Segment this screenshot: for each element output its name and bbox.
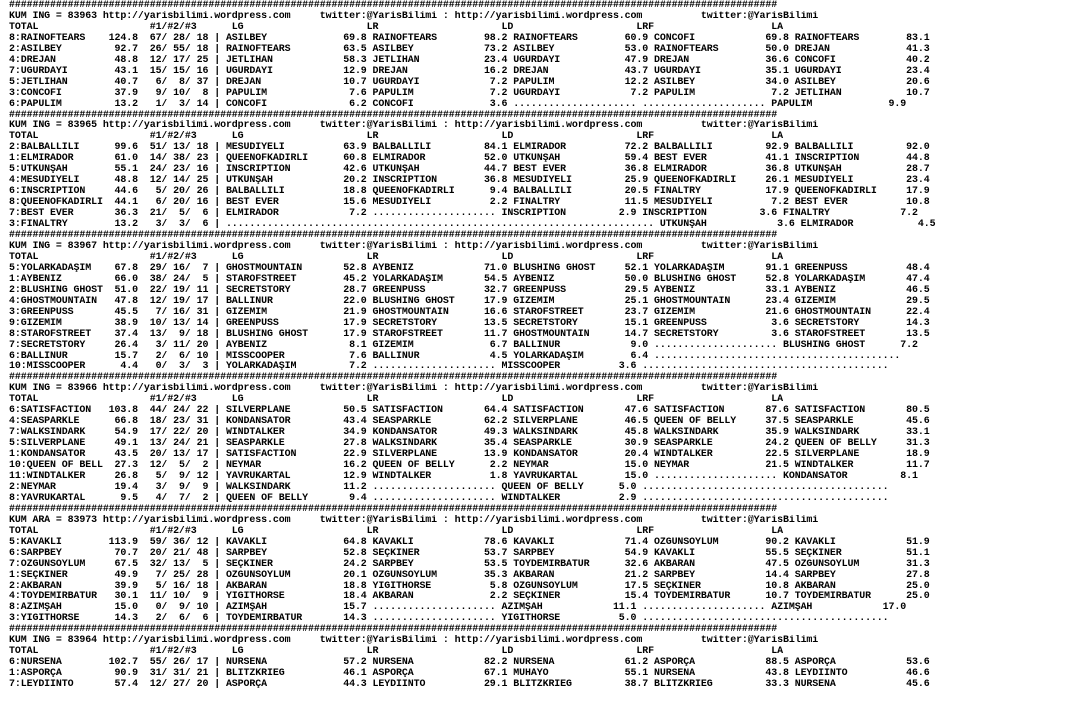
- data-line: 7:BEST EVER 36.3 21/ 5/ 6 | ELMIRADOR 7.2 ..................... INSCRIPTION 2.9 INSCRIPTION 3.6 FINALTRY 7.2: [9, 208, 918, 219]
- data-line: 7:ÖZGÜNSOYLUM 67.5 32/ 13/ 5 | SEÇKİNER 24.2 SARPBEY 53.5 TOYDEMİRBATUR 32.6 AKBARAN 47.5 ÖZGÜNSOYLUM 31.3: [9, 558, 930, 569]
- data-line: 3:YİĞİTHORSE 14.3 2/ 6/ 6 | TOYDEMİRBATUR 14.3 ..................... YİĞİTHORSE 5.0 ..........................................: [9, 613, 889, 624]
- data-line: 8:YAVRUKARTAL 9.5 4/ 7/ 2 | QUEEN OF BELLY 9.4 ..................... WINDTALKER 2.9 ..........................................: [9, 492, 889, 503]
- data-line: 10:MISSCOOPER 4.4 0/ 3/ 3 | YOLARKADAŞIM 7.2 ..................... MISSCOOPER 3.6 ..........................................: [9, 361, 889, 372]
- data-line: 2:AKBARAN 39.9 5/ 16/ 18 | AKBARAN 18.8 YİĞİTHORSE 5.8 ÖZGÜNSOYLUM 17.5 SEÇKİNER 10.8 AKBARAN 25.0: [9, 580, 930, 591]
- column-header-line: TOTAL #1/#2/#3 LG LR LD LRF LA: [9, 131, 783, 142]
- data-line: 4:TOYDEMİRBATUR 30.1 11/ 10/ 9 | YİĞİTHORSE 18.4 AKBARAN 2.2 SEÇKİNER 15.4 TOYDEMİRBATUR 10.7 TOYDEMİRBATUR 25.0: [9, 591, 930, 602]
- data-line: 5:SILVERPLANE 49.1 13/ 24/ 21 | SEASPARKLE 27.8 WALKSINDARK 35.4 SEASPARKLE 30.9 SEASPARKLE 24.2 QUEEN OF BELLY 31.3: [9, 438, 930, 449]
- data-line: 8:STAROFSTREET 37.4 13/ 9/ 18 | BLUSHING GHOST 17.9 STAROFSTREET 11.7 GHOSTMOUNTAIN 14.7 SECRETSTORY 3.6 STAROFSTREET 13.5: [9, 328, 930, 339]
- data-line: 5:JETLİHAN 40.7 6/ 8/ 37 | DREJAN 10.7 UĞURDAYI 7.2 PAPULİM 12.2 ASİLBEY 34.0 ASİLBEY 20.6: [9, 76, 930, 87]
- data-line: 1:ASPORÇA 90.9 31/ 31/ 21 | BLITZKRIEG 46.1 ASPORÇA 67.1 MUHAYO 55.1 NURSENA 43.8 LEYDİİNTO 46.6: [9, 668, 930, 679]
- data-line: 4:GHOSTMOUNTAIN 47.8 12/ 19/ 17 | BALLINUR 22.0 BLUSHING GHOST 17.9 GİZEMİM 25.1 GHOSTMOUNTAIN 23.4 GİZEMİM 29.5: [9, 295, 930, 306]
- separator-line: ###################################################################################################################################: [9, 624, 778, 635]
- data-line: 8:QUEENOFKADİRLİ 44.1 6/ 20/ 16 | BEST EVER 15.6 MESUDİYELİ 2.2 FINALTRY 11.5 MESUDİYELİ 7.2 BEST EVER 10.8: [9, 197, 930, 208]
- race-header-line: KUM ING = 83966 http://yarisbilimi.wordpress.com twitter:@YarisBilimi : http://yarisbilimi.wordpress.com twitter:@YarisBilimi: [9, 383, 819, 394]
- data-line: 7:UĞURDAYI 43.1 15/ 15/ 16 | UĞURDAYI 12.9 DREJAN 16.2 DREJAN 43.7 UĞURDAYI 35.1 UĞURDAYI 23.4: [9, 65, 930, 76]
- data-line: 7:LEYDİİNTO 57.4 12/ 27/ 20 | ASPORÇA 44.3 LEYDİİNTO 29.1 BLITZKRIEG 38.7 BLITZKRIEG 33.3 NURSENA 45.6: [9, 679, 930, 690]
- separator-line: ###################################################################################################################################: [9, 230, 778, 241]
- data-line: 1:SEÇKİNER 49.9 7/ 25/ 28 | ÖZGÜNSOYLUM 20.1 ÖZGÜNSOYLUM 35.3 AKBARAN 21.2 SARPBEY 14.4 SARPBEY 27.8: [9, 569, 930, 580]
- data-line: 7:WALKSINDARK 54.9 17/ 22/ 20 | WINDTALKER 34.9 KONDANSATÖR 49.3 WALKSINDARK 45.8 WALKSINDARK 35.9 WALKSINDARK 33.1: [9, 427, 930, 438]
- column-header-line: TOTAL #1/#2/#3 LG LR LD LRF LA: [9, 646, 783, 657]
- data-line: 4:SEASPARKLE 66.8 18/ 23/ 31 | KONDANSATÖR 43.4 SEASPARKLE 62.2 SILVERPLANE 46.5 QUEEN OF BELLY 37.5 SEASPARKLE 45.6: [9, 416, 930, 427]
- column-header-line: TOTAL #1/#2/#3 LG LR LD LRF LA: [9, 525, 783, 536]
- race-header-line: KUM ING = 83964 http://yarisbilimi.wordpress.com twitter:@YarisBilimi : http://yarisbilimi.wordpress.com twitter:@YarisBilimi: [9, 635, 819, 646]
- column-header-line: TOTAL #1/#2/#3 LG LR LD LRF LA: [9, 394, 783, 405]
- data-line: 6:BALLINUR 15.7 2/ 6/ 10 | MISSCOOPER 7.6 BALLINUR 4.5 YOLARKADAŞIM 6.4 ..........................................: [9, 350, 901, 361]
- column-header-line: TOTAL #1/#2/#3 LG LR LD LRF LA: [9, 21, 783, 32]
- separator-line: ###################################################################################################################################: [9, 372, 778, 383]
- data-line: 6:SARPBEY 70.7 20/ 21/ 48 | SARPBEY 52.8 SEÇKİNER 53.7 SARPBEY 54.9 KAVAKLI 55.5 SEÇKİNER 51.1: [9, 547, 930, 558]
- data-line: 2:NEYMAR 19.4 3/ 9/ 9 | WALKSINDARK 11.2 ..................... QUEEN OF BELLY 5.0 ..........................................: [9, 481, 889, 492]
- data-line: 4:MESUDİYELİ 48.8 12/ 14/ 25 | UTKUNŞAH 20.2 INSCRIPTION 36.8 MESUDİYELİ 25.9 QUEENOFKADİRLİ 26.1 MESUDİYELİ 23.4: [9, 175, 930, 186]
- data-line: 9:GİZEMİM 38.9 10/ 13/ 14 | GREENPUSS 17.9 SECRETSTORY 13.5 SECRETSTORY 15.1 GREENPUSS 3.6 SECRETSTORY 14.3: [9, 317, 930, 328]
- data-line: 5:KAVAKLI 113.9 59/ 36/ 12 | KAVAKLI 64.8 KAVAKLI 78.6 KAVAKLI 71.4 ÖZGÜNSOYLUM 90.2 KAVAKLI 51.9: [9, 536, 930, 547]
- data-line: 4:DREJAN 48.8 12/ 17/ 25 | JETLİHAN 58.3 JETLİHAN 23.4 UĞURDAYI 47.9 DREJAN 36.6 CONCOFI 40.2: [9, 54, 930, 65]
- data-line: 8:AZİMŞAH 15.0 0/ 9/ 10 | AZİMŞAH 15.7 ..................... AZİMŞAH 11.1 ..................... AZİMŞAH 17.0: [9, 602, 907, 613]
- data-line: 11:WINDTALKER 26.8 5/ 9/ 12 | YAVRUKARTAL 12.9 WINDTALKER 1.8 YAVRUKARTAL 15.0 ..................... KONDANSATÖR 8.1: [9, 470, 918, 481]
- race-header-line: KUM ING = 83963 http://yarisbilimi.wordpress.com twitter:@YarisBilimi : http://yarisbilimi.wordpress.com twitter:@YarisBilimi: [9, 10, 819, 21]
- separator-line: ###################################################################################################################################: [9, 0, 778, 10]
- race-header-line: KUM ARA = 83973 http://yarisbilimi.wordpress.com twitter:@YarisBilimi : http://yarisbilimi.wordpress.com twitter:@YarisBilimi: [9, 514, 819, 525]
- separator-line: ###################################################################################################################################: [9, 503, 778, 514]
- data-line: 10:QUEEN OF BELL 27.3 12/ 5/ 2 | NEYMAR 16.2 QUEEN OF BELLY 2.2 NEYMAR 15.0 NEYMAR 21.5 WINDTALKER 11.7: [9, 460, 930, 471]
- column-header-line: TOTAL #1/#2/#3 LG LR LD LRF LA: [9, 251, 783, 262]
- race-header-line: KUM ING = 83965 http://yarisbilimi.wordpress.com twitter:@YarisBilimi : http://yarisbilimi.wordpress.com twitter:@YarisBilimi: [9, 120, 819, 131]
- data-line: 3:GREENPUSS 45.5 7/ 16/ 31 | GİZEMİM 21.9 GHOSTMOUNTAIN 16.6 STAROFSTREET 23.7 GİZEMİM 21.6 GHOSTMOUNTAIN 22.4: [9, 306, 930, 317]
- data-line: 1:AYBENİZ 66.0 38/ 24/ 5 | STAROFSTREET 45.2 YOLARKADAŞIM 54.5 AYBENİZ 50.0 BLUSHING GHOST 52.8 YOLARKADAŞIM 47.4: [9, 273, 930, 284]
- data-line: 1:ELMIRADOR 61.0 14/ 38/ 23 | QUEENOFKADİRLİ 60.8 ELMIRADOR 52.0 UTKUNŞAH 59.4 BEST EVER 41.1 INSCRIPTION 44.8: [9, 153, 930, 164]
- data-line: 6:SATISFACTION 103.8 44/ 24/ 22 | SILVERPLANE 50.5 SATISFACTION 64.4 SATISFACTION 47.6 SATISFACTION 87.6 SATISFACTION 80.5: [9, 405, 930, 416]
- data-line: 7:SECRETSTORY 26.4 3/ 11/ 20 | AYBENİZ 8.1 GİZEMİM 6.7 BALLINUR 9.0 ..................... BLUSHING GHOST 7.2: [9, 339, 918, 350]
- data-line: 2:BLUSHING GHOST 51.0 22/ 19/ 11 | SECRETSTORY 28.7 GREENPUSS 32.7 GREENPUSS 29.5 AYBENİZ 33.1 AYBENİZ 46.5: [9, 284, 930, 295]
- data-line: 3:CONCOFI 37.9 9/ 10/ 8 | PAPULİM 7.6 PAPULİM 7.2 UĞURDAYI 7.2 PAPULİM 7.2 JETLİHAN 10.7: [9, 87, 930, 98]
- data-line: 8:RAINOFTEARS 124.8 67/ 28/ 18 | ASİLBEY 69.8 RAINOFTEARS 98.2 RAINOFTEARS 60.9 CONCOFI 69.8 RAINOFTEARS 83.1: [9, 32, 930, 43]
- data-line: 2:BALBALLILI 99.6 51/ 13/ 18 | MESUDİYELİ 63.9 BALBALLILI 84.1 ELMIRADOR 72.2 BALBALLILI 92.9 BALBALLILI 92.0: [9, 142, 930, 153]
- separator-line: ###################################################################################################################################: [9, 109, 778, 120]
- data-line: 6:PAPULİM 13.2 1/ 3/ 14 | CONCOFI 6.2 CONCOFI 3.6 ..................... ..................... PAPULİM 9.9: [9, 98, 907, 109]
- race-header-line: KUM ING = 83967 http://yarisbilimi.wordpress.com twitter:@YarisBilimi : http://yarisbilimi.wordpress.com twitter:@YarisBilimi: [9, 240, 819, 251]
- data-line: 5:YOLARKADAŞIM 67.8 29/ 16/ 7 | GHOSTMOUNTAIN 52.8 AYBENİZ 71.0 BLUSHING GHOST 52.1 YOLARKADAŞIM 91.1 GREENPUSS 48.4: [9, 262, 930, 273]
- data-line: 5:UTKUNŞAH 55.1 24/ 23/ 16 | INSCRIPTION 42.6 UTKUNŞAH 44.7 BEST EVER 36.8 ELMIRADOR 36.8 UTKUNŞAH 28.7: [9, 164, 930, 175]
- data-line: 2:ASİLBEY 92.7 26/ 55/ 18 | RAINOFTEARS 63.5 ASİLBEY 73.2 ASİLBEY 53.0 RAINOFTEARS 50.0 DREJAN 41.3: [9, 43, 930, 54]
- data-line: 6:INSCRIPTION 44.6 5/ 20/ 26 | BALBALLILI 18.8 QUEENOFKADİRLİ 9.4 BALBALLILI 20.5 FINALTRY 17.9 QUEENOFKADİRLİ 17.9: [9, 186, 930, 197]
- data-line: 3:FINALTRY 13.2 3/ 3/ 6 | ......................................................................... UTKUNŞAH 3.6 ELMIRADOR 4.5: [9, 219, 936, 230]
- data-line: 1:KONDANSATÖR 43.5 20/ 13/ 17 | SATISFACTION 22.9 SILVERPLANE 13.9 KONDANSATÖR 20.4 WINDTALKER 22.5 SILVERPLANE 18.9: [9, 449, 930, 460]
- data-line: 6:NURSENA 102.7 55/ 26/ 17 | NURSENA 57.2 NURSENA 82.2 NURSENA 61.2 ASPORÇA 88.5 ASPORÇA 53.6: [9, 657, 930, 668]
